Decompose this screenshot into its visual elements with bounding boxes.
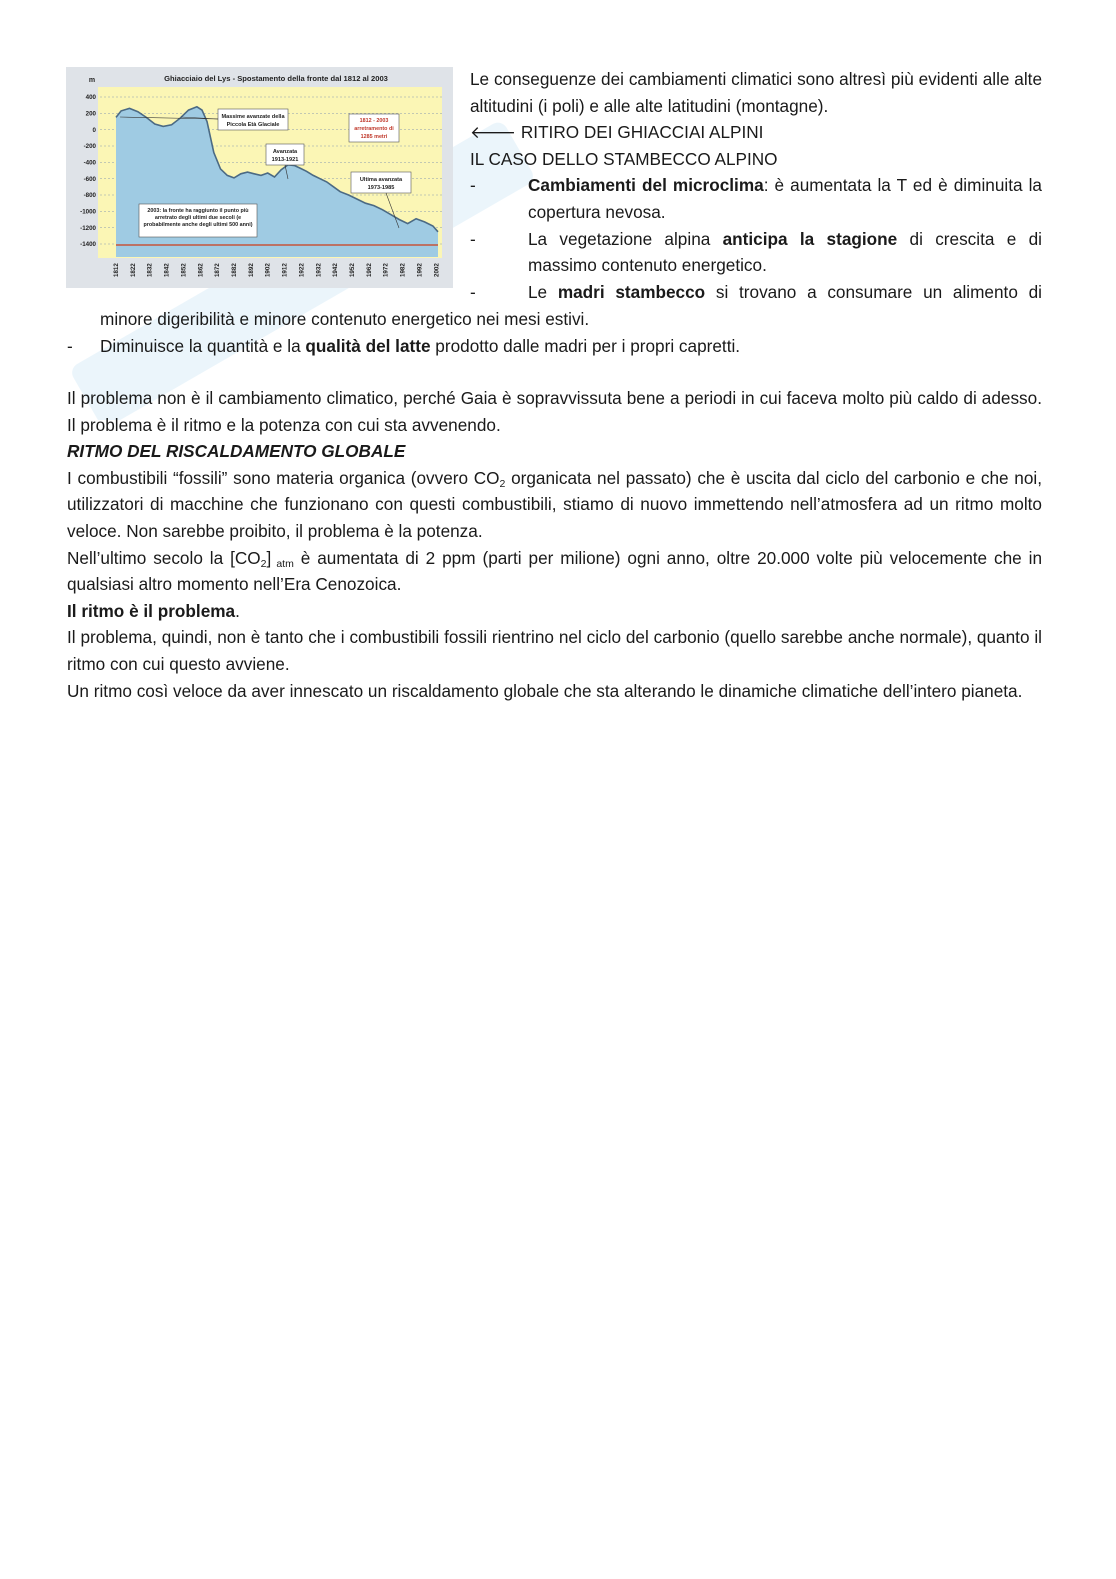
x-tick-label: 2002 bbox=[433, 263, 441, 277]
bullet-microclima bbox=[470, 172, 1042, 225]
x-tick-label: 1822 bbox=[129, 263, 137, 277]
bullet-latte bbox=[67, 333, 1042, 360]
x-tick-label: 1962 bbox=[365, 263, 373, 277]
svg-text:1973-1985: 1973-1985 bbox=[367, 185, 395, 191]
paragraph-secolo-bracket: ] bbox=[266, 547, 272, 568]
bullet-dash: - bbox=[67, 335, 73, 356]
svg-text:1812 - 2003: 1812 - 2003 bbox=[359, 118, 389, 124]
bullet-madri-bold: madri stambecco bbox=[557, 281, 706, 302]
chart-y-label: m bbox=[88, 77, 96, 84]
x-tick-label: 1952 bbox=[349, 263, 357, 277]
svg-text:Ultima avanzata: Ultima avanzata bbox=[359, 177, 403, 183]
x-tick-label: 1882 bbox=[231, 263, 239, 277]
paragraph-fossili-a: I combustibili “fossili” sono materia organica (ovvero CO bbox=[67, 467, 500, 488]
caso-heading: IL CASO DELLO STAMBECCO ALPINO bbox=[470, 148, 778, 169]
main-body bbox=[67, 385, 1042, 704]
paragraph-secolo-b: è aumentata di 2 ppm (parti per milione) ogni anno, oltre 20.000 volte più velocemente che in qualsiasi altro momento nell’Era Cenozoica. bbox=[67, 547, 1043, 595]
y-tick-label: -1000 bbox=[80, 208, 96, 216]
bullet-vegetazione-pre: La vegetazione alpina bbox=[528, 228, 723, 249]
bullet-latte-pre: Diminuisce la quantità e la bbox=[100, 335, 306, 356]
x-tick-label: 1812 bbox=[113, 263, 120, 277]
intro-paragraph: Le conseguenze dei cambiamenti climatici sono altresì più evidenti alle alte altitudini (i poli) e alle alte latitudini (montagne). bbox=[470, 69, 1042, 116]
bullet-dash: - bbox=[470, 281, 476, 302]
x-tick-label: 1912 bbox=[281, 263, 289, 277]
svg-text:2003: la fronte ha raggiunto i: 2003: la fronte ha raggiunto il punto più bbox=[147, 208, 249, 214]
x-tick-label: 1982 bbox=[399, 263, 407, 277]
x-tick-label: 1862 bbox=[197, 263, 205, 277]
intro-column bbox=[470, 66, 1042, 305]
paragraph-secolo-a: Nell’ultimo secolo la [CO bbox=[67, 547, 261, 568]
svg-text:arretramento di: arretramento di bbox=[354, 126, 394, 132]
x-tick-label: 1852 bbox=[180, 263, 188, 277]
y-tick-label: -1200 bbox=[80, 224, 96, 232]
y-tick-label: -600 bbox=[83, 175, 96, 183]
x-tick-label: 1932 bbox=[315, 263, 323, 277]
bullet-madri-pre: Le bbox=[528, 281, 558, 302]
bullet-dash: - bbox=[470, 228, 476, 249]
bullet-vegetazione-bold: anticipa la stagione bbox=[722, 228, 898, 249]
y-tick-label: 200 bbox=[85, 110, 96, 118]
ritmo-dot: . bbox=[235, 600, 240, 621]
svg-text:1913-1921: 1913-1921 bbox=[271, 157, 299, 163]
bullet-madri-line2: minore digeribilità e minore contenuto energetico nei mesi estivi. bbox=[100, 309, 590, 329]
bullets-continued bbox=[67, 306, 1042, 359]
y-tick-label: -400 bbox=[83, 159, 96, 167]
svg-text:probabilmente anche degli ulti: probabilmente anche degli ultimi 500 anni) bbox=[143, 222, 253, 228]
left-arrow-icon: 🡐 bbox=[470, 122, 517, 143]
y-tick-label: -800 bbox=[83, 192, 96, 200]
bullet-vegetazione bbox=[470, 226, 1042, 279]
x-tick-label: 1872 bbox=[214, 263, 222, 277]
bullet-madri-line1: si trovano a consumare un alimento di bbox=[705, 281, 1042, 302]
glacier-retreat-chart bbox=[66, 67, 453, 288]
paragraph-problema: Il problema non è il cambiamento climatico, perché Gaia è sopravvissuta bene a periodi in cui faceva molto più caldo di adesso. Il problema è il ritmo e la potenza con cui sta avvenendo. bbox=[67, 388, 1042, 435]
x-tick-label: 1832 bbox=[146, 263, 154, 277]
x-tick-label: 1892 bbox=[247, 263, 255, 277]
x-tick-label: 1842 bbox=[163, 263, 171, 277]
x-tick-label: 1992 bbox=[416, 263, 424, 277]
svg-text:Avanzata: Avanzata bbox=[272, 149, 298, 155]
bullet-microclima-bold: Cambiamenti del microclima bbox=[528, 175, 764, 196]
bullet-vegetazione-post: di crescita e di massimo contenuto energetico. bbox=[528, 228, 1042, 276]
x-tick-label: 1972 bbox=[382, 263, 390, 277]
ritmo-bold: Il ritmo è il problema bbox=[67, 600, 236, 621]
chart-title: Ghiacciaio del Lys - Spostamento della fronte dal 1812 al 2003 bbox=[164, 74, 388, 83]
section-heading: RITMO DEL RISCALDAMENTO GLOBALE bbox=[67, 441, 406, 462]
bullet-latte-post: prodotto dalle madri per i propri capretti. bbox=[430, 335, 741, 356]
bullet-latte-bold: qualità del latte bbox=[305, 335, 431, 356]
annotation-2003 bbox=[139, 204, 257, 237]
ritiro-label: RITIRO DEI GHIACCIAI ALPINI bbox=[520, 122, 764, 143]
y-tick-label: 0 bbox=[92, 126, 96, 134]
ritiro-line bbox=[470, 119, 1042, 146]
bullet-dash: - bbox=[470, 175, 476, 196]
co2-subscript: 2 bbox=[260, 557, 267, 570]
co2-subscript: 2 bbox=[499, 477, 506, 490]
paragraph-ritmo bbox=[67, 598, 1042, 625]
bullet-madri bbox=[470, 279, 1042, 306]
paragraph-fossili bbox=[67, 465, 1042, 545]
bullet-microclima-text: : è aumentata la T ed è diminuita la copertura nevosa. bbox=[528, 175, 1042, 222]
svg-text:Massime avanzate della: Massime avanzate della bbox=[221, 114, 285, 120]
y-tick-label: -200 bbox=[83, 143, 96, 151]
y-tick-label: 400 bbox=[85, 94, 96, 102]
paragraph-secolo bbox=[67, 545, 1042, 598]
atm-subscript: atm bbox=[271, 557, 294, 570]
y-tick-label: -1400 bbox=[80, 241, 96, 249]
paragraph-quindi: Il problema, quindi, non è tanto che i combustibili fossili rientrino nel ciclo del carbonio (quello sarebbe anche normale), quanto il ritmo con cui questo avviene. bbox=[67, 627, 1042, 674]
x-tick-label: 1922 bbox=[298, 263, 306, 277]
svg-text:1285 metri: 1285 metri bbox=[360, 134, 388, 140]
paragraph-fossili-b: organicata nel passato) che è uscita dal ciclo del carbonio e che noi, utilizzatori di macchine che funzionano con questi combustibili, stiamo di nuovo immettendo nell’atmosfera ad un ritmo molto veloce. Non sarebbe proibito, il problema è la potenza. bbox=[67, 467, 1042, 541]
x-tick-label: 1942 bbox=[332, 263, 340, 277]
svg-text:arretrato degli ultimi due sec: arretrato degli ultimi due secoli (e bbox=[154, 215, 242, 221]
x-tick-label: 1902 bbox=[264, 263, 272, 277]
svg-text:Piccola Età Glaciale: Piccola Età Glaciale bbox=[226, 122, 280, 128]
paragraph-finale: Un ritmo così veloce da aver innescato un riscaldamento globale che sta alterando le dinamiche climatiche dell’intero pianeta. bbox=[67, 680, 1023, 701]
annotation-arretramento bbox=[349, 114, 399, 142]
